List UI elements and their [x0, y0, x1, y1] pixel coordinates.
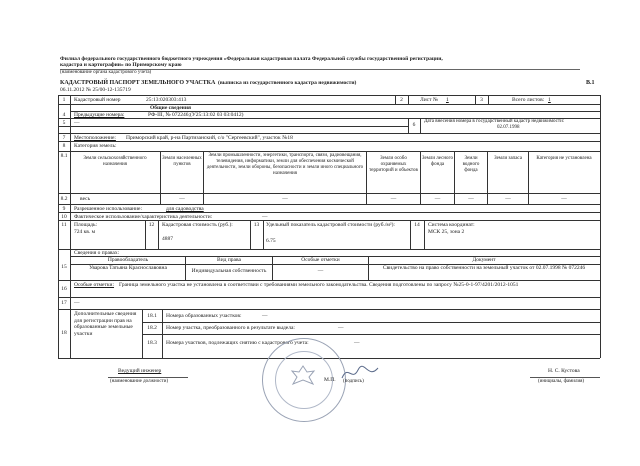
cadastral-number-label: Кадастровый номер [74, 97, 121, 103]
row-number: 18.2 [147, 325, 157, 331]
signer-position: Ведущий инженер [118, 368, 162, 374]
eagle-emblem-icon [288, 362, 318, 392]
right-type-value: Индивидуальная собственность [191, 268, 267, 274]
position-caption: (наименование должности) [110, 379, 169, 384]
category-water-header: Земли водного фонда [462, 156, 480, 173]
actual-use-value: — [262, 214, 268, 220]
row-number: 18.3 [147, 340, 157, 346]
category-agricultural-header: Земли сельскохозяйственного назначения [83, 156, 147, 167]
row-number: 15 [61, 264, 67, 270]
right-type-header: Вид права [217, 257, 241, 263]
org-name-line1: Филиал федерального государственного бюджетного учреждения «Федеральная кадастровая палата Федеральной службы государственной регистрации, [60, 56, 443, 62]
additional-info-label: Дополнительные сведения для регистрации прав на образованные земельные участки [74, 311, 137, 337]
row-number: 1 [62, 97, 66, 103]
row-number: 6 [412, 122, 416, 128]
signature-caption: (подпись) [343, 379, 364, 384]
row-number: 4 [62, 112, 66, 118]
row-number: 3 [480, 97, 483, 103]
cadastral-value: 4887 [162, 236, 173, 242]
row-number: 9 [62, 206, 66, 212]
row-number: 16 [61, 286, 67, 292]
special-marks-header: Особые отметки [301, 257, 340, 263]
row-number: 18 [61, 330, 67, 336]
row-number: 7 [62, 135, 66, 141]
row-number: 10 [61, 214, 67, 220]
previous-numbers-value: РФ-III, № 072246;(У25:13:02 03 03:0412) [148, 112, 244, 118]
category-reserve-value: — [505, 196, 511, 202]
category-industry-header: Земли промышленности, энергетики, транспорта, связи, радиовещания, телевидения, информатики, земли для обеспечения космической деятельности, земли обороны, безопасности и земли иного специального назначения [206, 153, 364, 176]
coordinate-system-value: МСК 25, зона 2 [428, 229, 465, 235]
registration-date-value: 02.07.1998 [497, 125, 520, 130]
special-notes-value: Граница земельного участка не установлена в соответствии с требованиями земельного законодательства. Сведения подготовлены по запросу №25-0-1-97/4201/2012-1051 [119, 282, 519, 288]
row17-value: — [74, 300, 80, 306]
rights-holder-value: Уварова Татьяна Краснославовна [89, 265, 167, 271]
row-number: 13 [253, 222, 260, 228]
location-label: Местоположение: [74, 135, 116, 141]
general-info-heading: Общие сведения [150, 105, 191, 111]
row-number: 2 [400, 97, 403, 103]
category-protected-value: — [390, 196, 397, 202]
category-settlements-header: Земли населенных пунктов [162, 156, 202, 167]
row-number: 14 [414, 222, 420, 228]
stamp-place-label: М.П. [324, 377, 336, 383]
coordinate-system-label: Система координат: [428, 222, 475, 228]
actual-use-label: Фактическое использование/характеристика деятельности: [74, 214, 213, 220]
transformed-lot-value: — [338, 325, 344, 331]
row-number: 8 [62, 143, 66, 149]
total-sheets-value: 1 [548, 97, 551, 103]
area-value: 724 кв. м [74, 229, 96, 235]
sheet-number-label: Лист № [420, 97, 439, 103]
removed-lots-value: — [354, 340, 360, 346]
registration-date-label: Дата внесения номера в государственный кадастр недвижимости: [424, 119, 565, 124]
row-number: 8.2 [60, 196, 68, 202]
document-date-number: 06.11.2012 № 25/00-12-135719 [60, 87, 131, 93]
document-title: КАДАСТРОВЫЙ ПАСПОРТ ЗЕМЕЛЬНОГО УЧАСТКА [60, 80, 216, 86]
transformed-lot-label: Номер участка, преобразованного в результате выдела: [166, 325, 295, 331]
row-number: 5 [62, 120, 66, 126]
rights-holder-header: Правообладатель [107, 257, 149, 263]
total-sheets-label: Всего листов: [512, 97, 545, 103]
removed-lots-label: Номера участков, подлежащих снятию с кадастрового учета: [166, 340, 309, 346]
document-header: Документ [472, 257, 496, 263]
row5-value: — [74, 120, 80, 126]
name-caption: (инициалы, фамилия) [538, 379, 585, 384]
category-settlements-value: — [179, 196, 185, 202]
row-number: 17 [61, 300, 67, 306]
formed-lots-label: Номера образованных участков: [166, 313, 242, 319]
previous-numbers-label: Предыдущие номера: [74, 112, 125, 118]
document-value: Свидетельство на право собственности на земельный участок от 02.07.1998 № 072246 [382, 265, 586, 271]
special-notes-label: Особые отметки: [74, 282, 115, 288]
cadastral-number-value: 25:13:020303:413 [146, 97, 187, 103]
permitted-use-label: Разрешенное использование: [74, 206, 143, 212]
category-undefined-value: — [561, 196, 567, 202]
row-number: 12 [148, 222, 155, 228]
category-forest-value: — [434, 196, 441, 202]
cadastral-value-label: Кадастровая стоимость (руб.): [162, 222, 233, 228]
location-value: Приморский край, р-на Партизанский, с/о "Сергеевский", участок №18 [126, 135, 293, 141]
category-industry-value: — [282, 196, 288, 202]
specific-value: 6.75 [266, 238, 276, 244]
category-agricultural-value: весь [80, 196, 91, 202]
specific-value-label: Удельный показатель кадастровой стоимости (руб./м²): [266, 222, 395, 228]
row-number: 18.1 [147, 313, 157, 319]
category-protected-header: Земли особо охраняемых территорий и объектов [369, 156, 418, 173]
land-category-label: Категория земель: [74, 143, 117, 149]
row-number: 8.1 [60, 153, 68, 159]
category-forest-header: Земли лесного фонда [422, 156, 453, 167]
category-undefined-header: Категория не установлена [536, 156, 592, 161]
category-reserve-header: Земли запаса [494, 156, 522, 161]
rights-info-label: Сведения о правах: [74, 250, 120, 256]
org-caption: (наименование органа кадастрового учета) [60, 70, 152, 75]
category-water-value: — [468, 196, 474, 202]
area-label: Площадь: [74, 222, 97, 228]
sheet-number-value: 1 [446, 97, 449, 103]
org-name-line2: кадастра и картографии» по Приморскому краю [60, 62, 182, 68]
formed-lots-value: — [262, 313, 268, 319]
row-number: 11 [61, 222, 67, 228]
permitted-use-value: для садоводства [166, 206, 204, 212]
signer-name: Н. С. Кустова [548, 368, 580, 374]
special-marks-value: — [317, 268, 324, 274]
sheet-code: В.1 [586, 80, 595, 86]
document-subtitle: (выписка из государственного кадастра недвижимости) [218, 80, 357, 86]
